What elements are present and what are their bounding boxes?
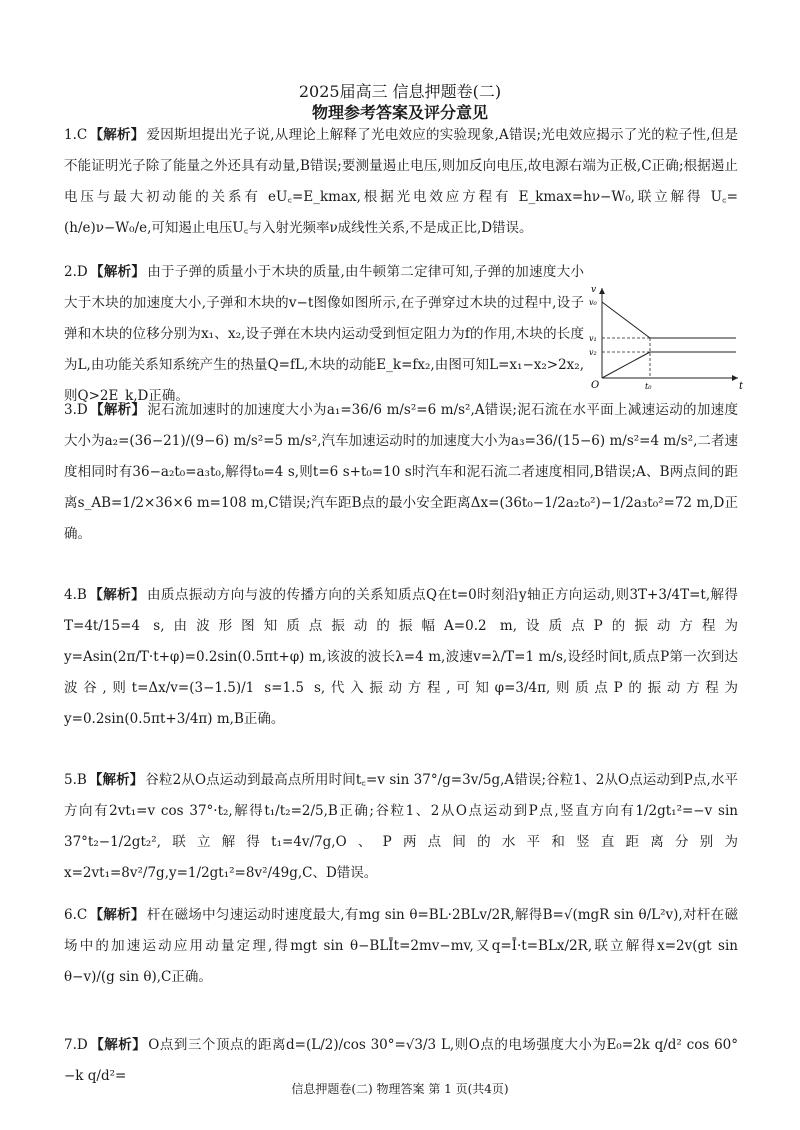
answer-item-2 [64, 257, 584, 412]
answer-item-4 [64, 580, 738, 735]
answer-number: 3.D [64, 402, 88, 418]
page-footer: 信息押题卷(二) 物理答案 第 1 页(共4页) [291, 1082, 509, 1096]
analysis-tag: 【解析】 [89, 127, 145, 143]
answer-text: 由质点振动方向与波的传播方向的关系知质点Q在t=0时刻沿y轴正方向运动,则3T+3/4T=t,解得T=4t/15=4 s,由波形图知质点振动的振幅A=0.2 m,设质点P的振动方程为y=Asin(2π/T·t+φ)=0.2sin(0.5πt+φ) m,该波的波长λ=4 m,波速v=λ/T=1 m/s,设经时间t,质点P第一次到达波谷,则t=Δx/v=(3−1.5)/1 s=1.5 s,代入振动方程,可知φ=3/4π,则质点P的振动方程为y=0.2sin(0.5πt+3/4π) m,B正确。 [64, 587, 738, 727]
bullet-line [602, 302, 650, 338]
page-subtitle: 物理参考答案及评分意见 [311, 103, 488, 122]
analysis-tag: 【解析】 [89, 402, 146, 418]
answer-text: O点到三个顶点的距离d=(L/2)/cos 30°=√3/3 L,则O点的电场强度大小为E₀=2k q/d² cos 60°−k q/d²= [64, 1037, 738, 1084]
v0-label: v₀ [589, 298, 597, 307]
v2-label: v₂ [589, 348, 597, 357]
analysis-tag: 【解析】 [89, 264, 146, 280]
analysis-tag: 【解析】 [88, 772, 144, 788]
answer-number: 6.C [64, 907, 88, 923]
t-axis-arrow [732, 375, 738, 381]
answer-text: 泥石流加速时的加速度大小为a₁=36/6 m/s²=6 m/s²,A错误;泥石流在水平面上减速运动的加速度大小为a₂=(36−21)/(9−6) m/s²=5 m/s²,汽车加速运动时的加速度大小为a₃=36/(15−6) m/s²=4 m/s²,二者速度相同时有36−a₂t₀=a₃t₀,解得t₀=4 s,则t=6 s+t₀=10 s时汽车和泥石流二者速度相同,B错误;A、B两点间的距离s_AB=1/2×36×6 m=108 m,C错误;汽车距B点的最小安全距离Δx=(36t₀−1/2a₂t₀²)−1/2a₃t₀²=72 m,D正确。 [64, 402, 739, 542]
v1-label: v₁ [589, 334, 597, 343]
v-axis-arrow [599, 288, 605, 294]
answer-item-6 [64, 900, 738, 993]
answer-number: 7.D [64, 1037, 88, 1053]
analysis-tag: 【解析】 [89, 1037, 147, 1053]
answer-item-3 [64, 395, 738, 550]
block-line [602, 352, 650, 378]
analysis-tag: 【解析】 [89, 907, 145, 923]
answer-item-1 [64, 120, 738, 244]
answer-number: 5.B [64, 772, 87, 788]
t-axis-label: t [739, 381, 744, 392]
answer-item-5 [64, 765, 738, 889]
answer-text: 杆在磁场中匀速运动时速度最大,有mg sin θ=BL·2BLv/2R,解得B=√(mgR sin θ/L²v),对杆在磁场中的加速运动应用动量定理,得mgt sin θ−BLĪt=2mv−mv,又q=Ī·t=BLx/2R,联立解得x=2v(gt sin θ−v)/(g sin θ),C正确。 [64, 907, 738, 985]
analysis-tag: 【解析】 [88, 587, 146, 603]
page-title: 2025届高三 信息押题卷(二) [298, 82, 502, 101]
answer-text: 由于子弹的质量小于木块的质量,由牛顿第二定律可知,子弹的加速度大小大于木块的加速度大小,子弹和木块的v−t图像如图所示,在子弹穿过木块的过程中,设子弹和木块的位移分别为x₁、x₂,设子弹在木块内运动受到恒定阻力为f的作用,木块的长度为L,由功能关系知系统产生的热量Q=fL,木块的动能E_k=fx₂,由图可知L=x₁−x₂>2x₂,则Q>2E_k,D正确。 [64, 264, 584, 404]
answer-number: 4.B [64, 587, 87, 603]
t0-label: t₀ [645, 382, 652, 391]
vt-graph [588, 282, 748, 392]
v-axis-label: v [591, 285, 597, 295]
answer-number: 1.C [64, 127, 88, 143]
origin-label: O [591, 380, 600, 391]
answer-text: 谷粒2从O点运动到最高点所用时间t꜀=v sin 37°/g=3v/5g,A错误;谷粒1、2从O点运动到P点,水平方向有2vt₁=v cos 37°·t₂,解得t₁/t₂=2/5,B正确;谷粒1、2从O点运动到P点,竖直方向有1/2gt₁²=−v sin 37°t₂−1/2gt₂²,联立解得t₁=4v/7g,O、P两点间的水平和竖直距离分别为x=2vt₁=8v²/7g,y=1/2gt₁²=8v²/49g,C、D错误。 [64, 772, 738, 881]
answer-text: 爱因斯坦提出光子说,从理论上解释了光电效应的实验现象,A错误;光电效应揭示了光的粒子性,但是不能证明光子除了能量之外还具有动量,B错误;要测量遏止电压,则加反向电压,故电源右端为正极,C正确;根据遏止电压与最大初动能的关系有 eU꜀=E_kmax,根据光电效应方程有 E_kmax=hν−W₀,联立解得 U꜀=(h/e)ν−W₀/e,可知遏止电压U꜀与入射光频率ν成线性关系,不是成正比,D错误。 [64, 127, 739, 236]
answer-number: 2.D [64, 264, 88, 280]
